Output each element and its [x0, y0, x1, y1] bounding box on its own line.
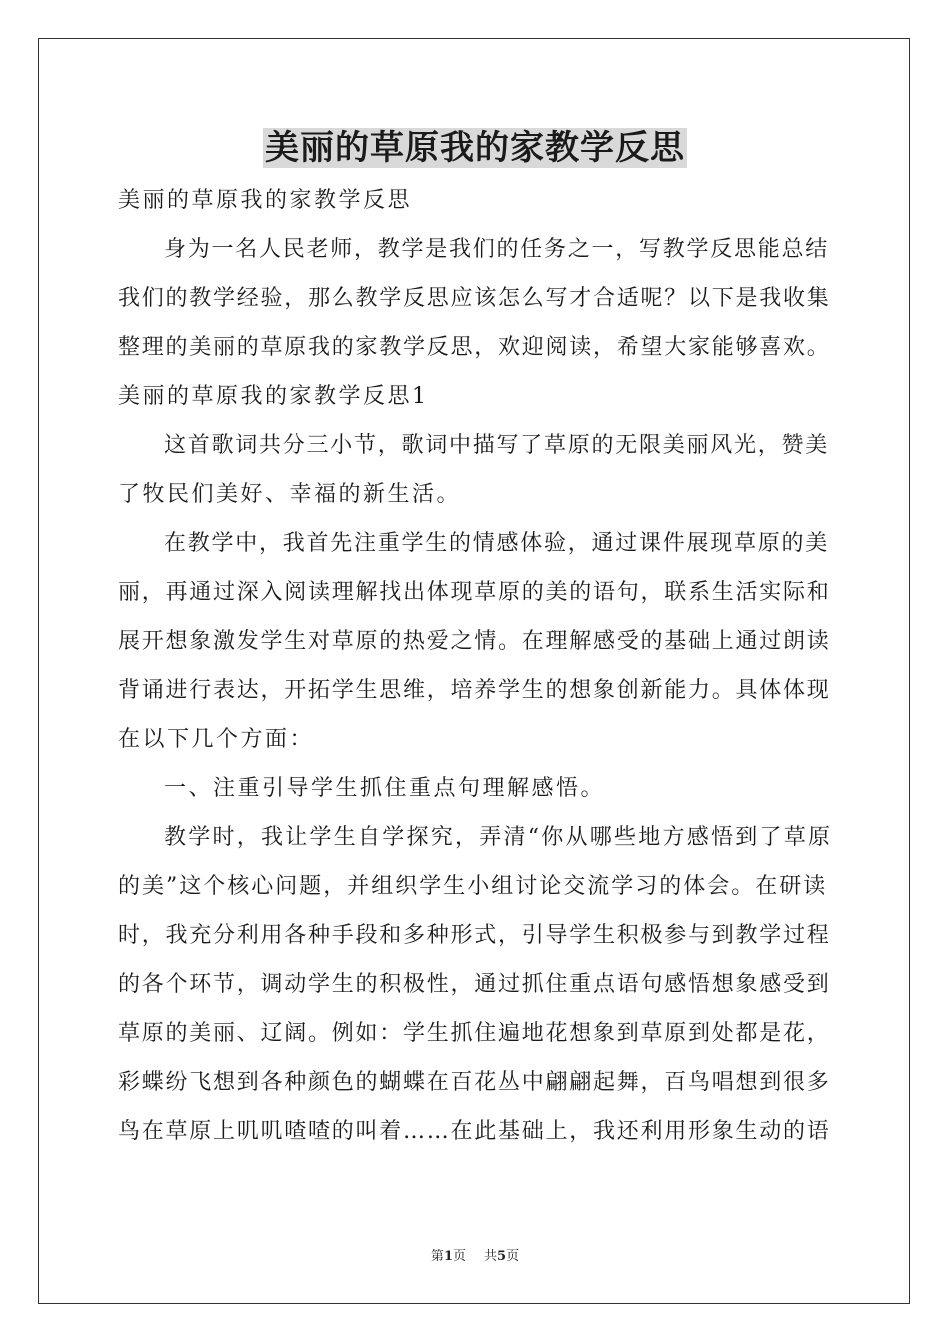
- document-title-text: 美丽的草原我的家教学反思: [265, 128, 685, 168]
- text-line: 草原的美丽、辽阔。例如：学生抓住遍地花想象到草原到处都是花，: [118, 1021, 831, 1046]
- footer-total-pages: 5: [497, 1249, 507, 1264]
- text-line: 我们的教学经验，那么教学反思应该怎么写才合适呢？以下是我收集: [118, 286, 831, 311]
- text-line: 彩蝶纷飞想到各种颜色的蝴蝶在百花丛中翩翩起舞，百鸟唱想到很多: [118, 1070, 831, 1095]
- footer-page-suffix: 页: [452, 1249, 466, 1264]
- text-line: 的美”这个核心问题，并组织学生小组讨论交流学习的体会。在研读: [118, 874, 828, 899]
- text-line: 在以下几个方面：: [118, 727, 315, 752]
- document-title: [0, 124, 950, 172]
- document-body: [118, 176, 834, 1156]
- footer-page-number: 1: [443, 1249, 453, 1264]
- text-line: 了牧民们美好、幸福的新生活。: [118, 482, 462, 507]
- text-line: 背诵进行表达，开拓学生思维，培养学生的想象创新能力。具体体现: [118, 678, 831, 703]
- text-line: 一、注重引导学生抓住重点句理解感悟。: [164, 776, 606, 801]
- text-line: 这首歌词共分三小节，歌词中描写了草原的无限美丽风光，赞美: [164, 433, 830, 458]
- text-line: 丽，再通过深入阅读理解找出体现草原的美的语句，联系生活实际和: [118, 580, 831, 605]
- text-line: 在教学中，我首先注重学生的情感体验，通过课件展现草原的美: [164, 531, 830, 556]
- text-line: 美丽的草原我的家教学反思1: [118, 384, 429, 409]
- footer-total-suffix: 页: [506, 1249, 520, 1264]
- text-line: 鸟在草原上叽叽喳喳的叫着……在此基础上，我还利用形象生动的语: [118, 1119, 831, 1144]
- text-line: 教学时，我让学生自学探究，弄清“你从哪些地方感悟到了草原: [164, 825, 833, 850]
- page-footer: [0, 1248, 950, 1266]
- text-line: 身为一名人民老师，教学是我们的任务之一，写教学反思能总结: [164, 237, 830, 262]
- text-line: 的各个环节，调动学生的积极性，通过抓住重点语句感悟想象感受到: [118, 972, 831, 997]
- footer-total-prefix: 共: [484, 1249, 498, 1264]
- text-line: 整理的美丽的草原我的家教学反思，欢迎阅读，希望大家能够喜欢。: [118, 335, 831, 360]
- text-line: 时，我充分利用各种手段和多种形式，引导学生积极参与到教学过程: [118, 923, 831, 948]
- footer-page-prefix: 第: [430, 1249, 444, 1264]
- text-line: 美丽的草原我的家教学反思: [118, 188, 413, 213]
- text-line: 展开想象激发学生对草原的热爱之情。在理解感受的基础上通过朗读: [118, 629, 831, 654]
